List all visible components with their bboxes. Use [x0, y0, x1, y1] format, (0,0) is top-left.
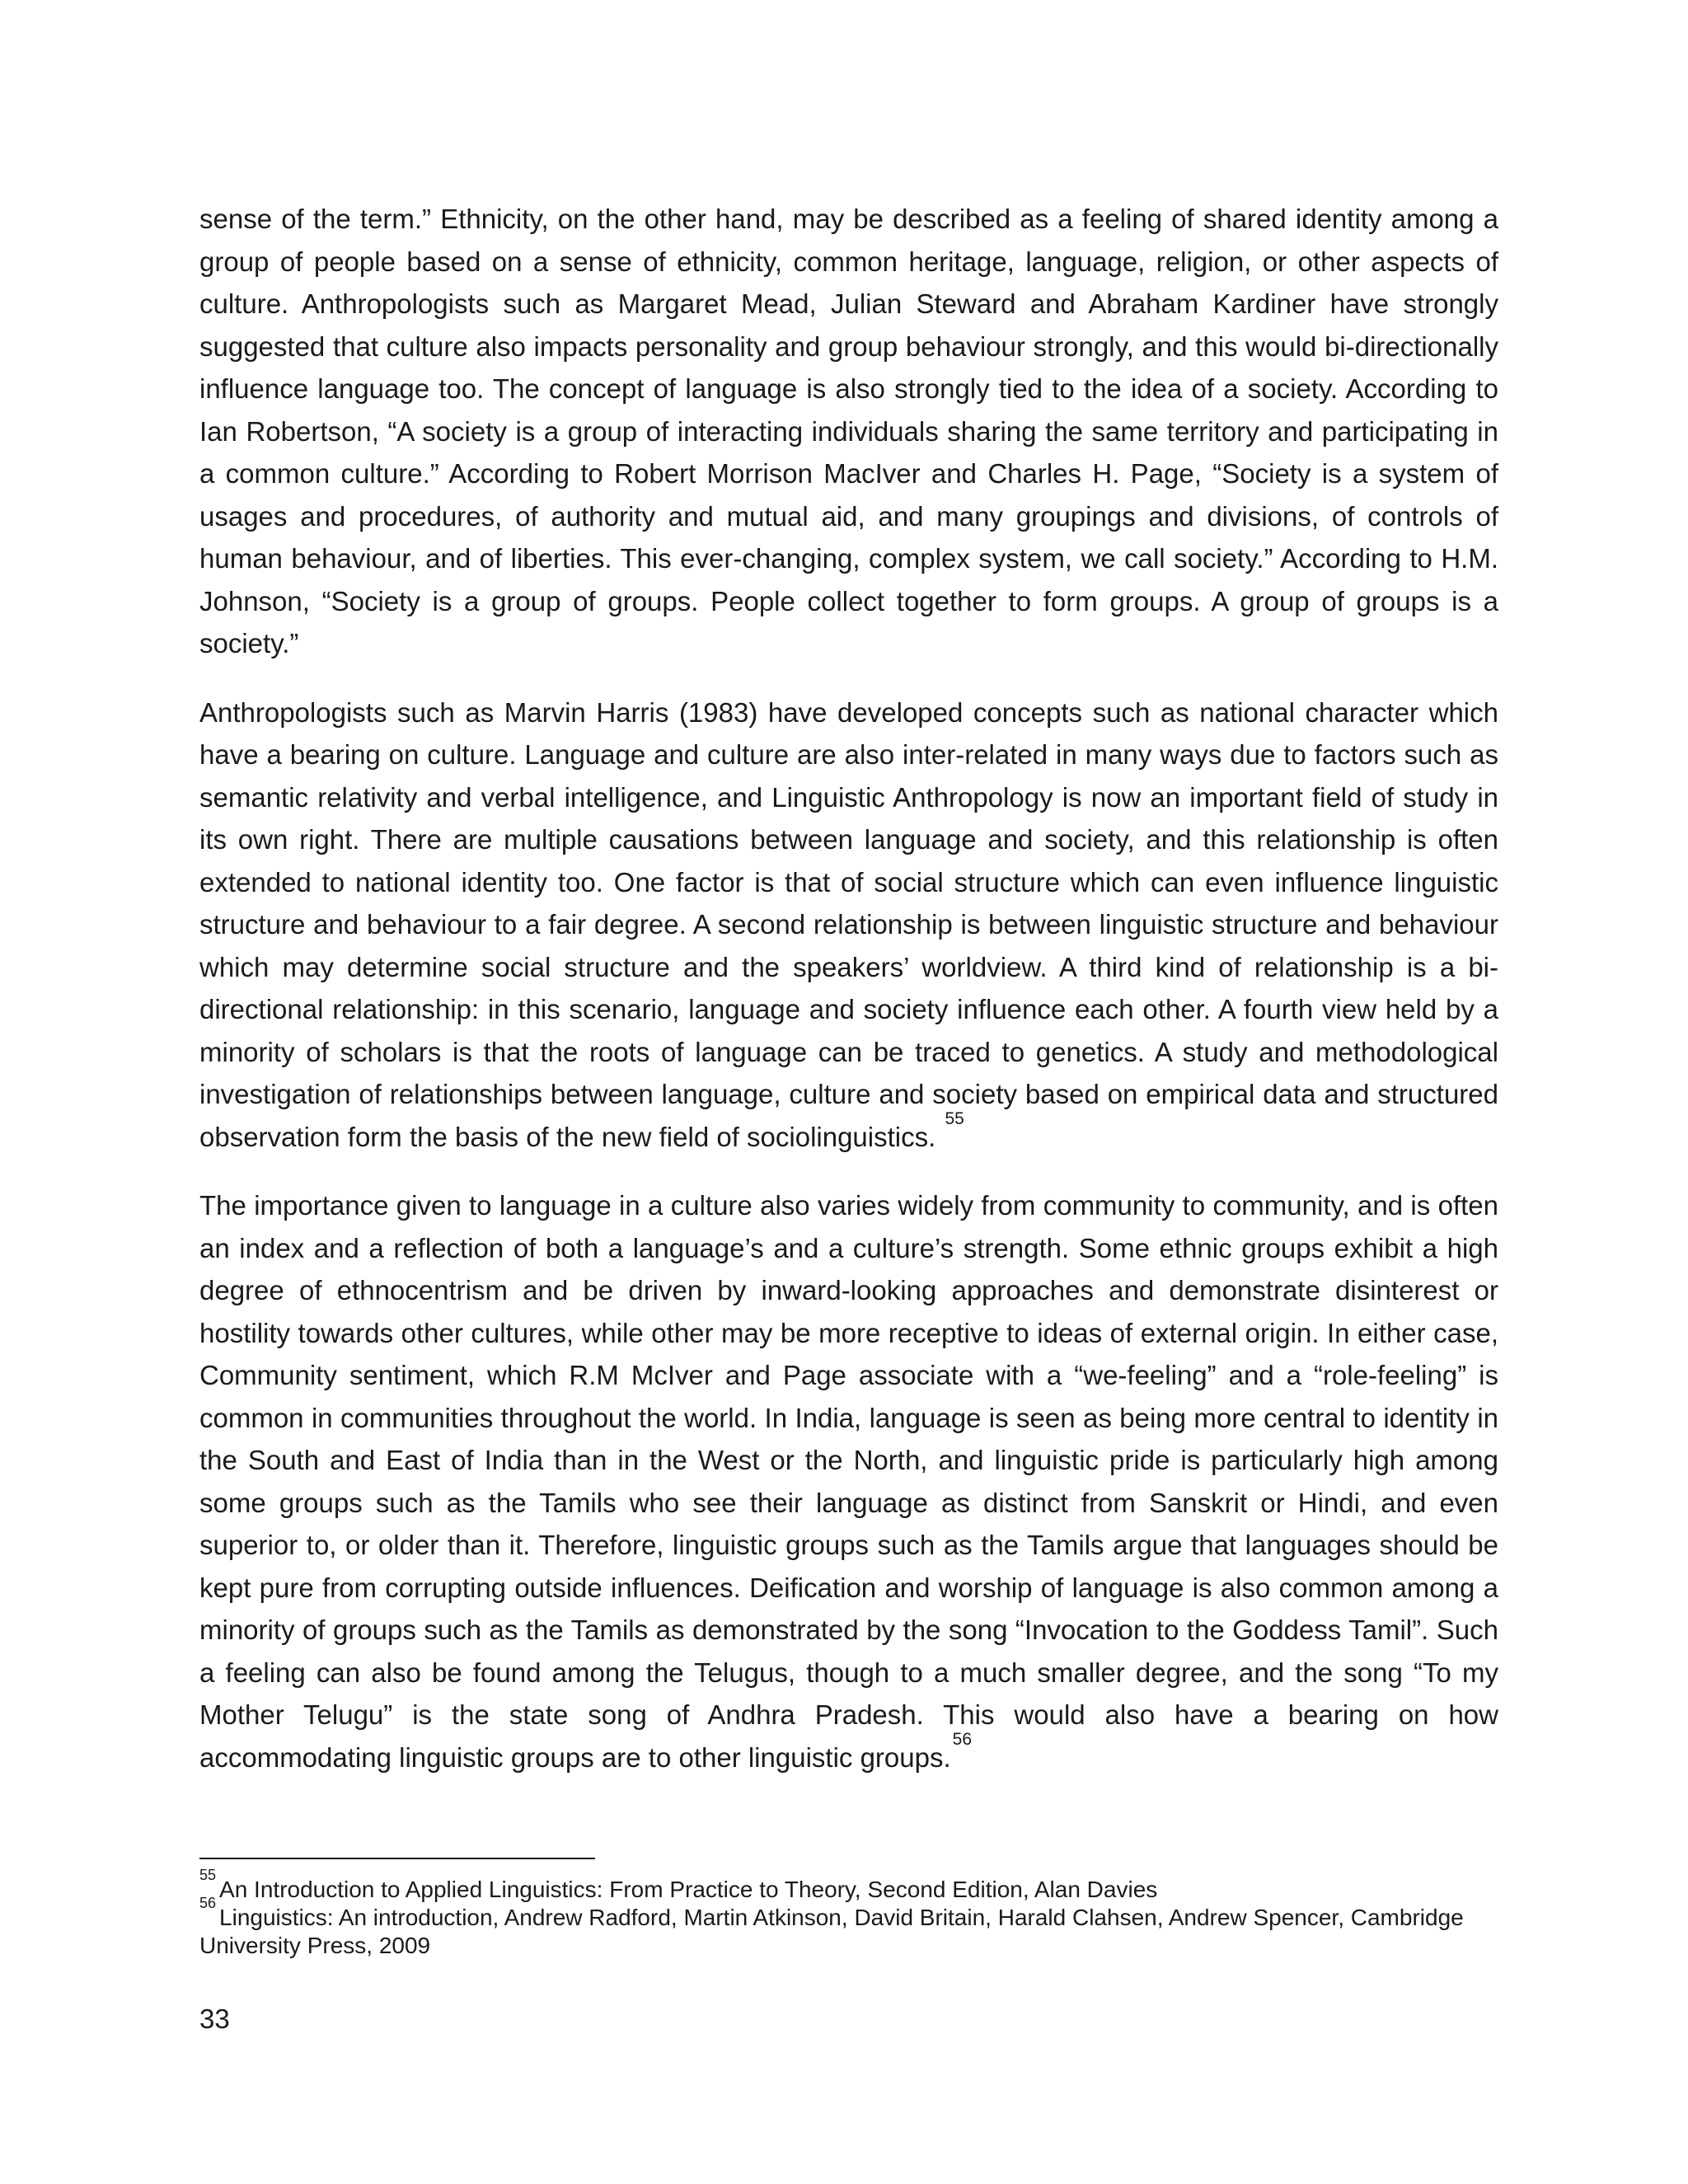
paragraph-text: Anthropologists such as Marvin Harris (1983) have developed concepts such as national character which have a bearing on culture. Language and culture are also inter-related in many ways due to factors such as semantic relativity and verbal intelligence, and Linguistic Anthropology is now an important field of study in its own right. There are multiple causations between language and society, and this relationship is often extended to national identity too. One factor is that of social structure which can even influence linguistic structure and behaviour to a fair degree. A second relationship is between linguistic structure and behaviour which may determine social structure and the speakers’ worldview. A third kind of relationship is a bi-directional relationship: in this scenario, language and society influence each other. A fourth view held by a minority of scholars is that the roots of language can be traced to genetics. A study and methodological investigation of relationships between language, culture and society based on empirical data and structured observation form the basis of the new field of sociolinguistics.	[199, 696, 1498, 1152]
footnote-text: An Introduction to Applied Linguistics: From Practice to Theory, Second Edition, Alan Davies	[219, 1877, 1158, 1902]
body-text	[199, 198, 1498, 1805]
footnote-reference-56[interactable]: 56	[952, 1729, 973, 1749]
footnote-55	[199, 1866, 1498, 1904]
page-number: 33	[199, 2004, 230, 2034]
footnote-text: Linguistics: An introduction, Andrew Radford, Martin Atkinson, David Britain, Harald Clahsen, Andrew Spencer, Cambridge University Press, 2009	[199, 1905, 1464, 1958]
footnote-number: 55	[199, 1866, 217, 1883]
footnote-reference-55[interactable]: 55	[945, 1108, 964, 1128]
footnote-separator	[199, 1858, 595, 1859]
footnote-number: 56	[199, 1894, 217, 1911]
paragraph-text: sense of the term.” Ethnicity, on the other hand, may be described as a feeling of shared identity among a group of people based on a sense of ethnicity, common heritage, language, religion, or other aspects of culture. Anthropologists such as Margaret Mead, Julian Steward and Abraham Kardiner have strongly suggested that culture also impacts personality and group behaviour strongly, and this would bi-directionally influence language too. The concept of language is also strongly tied to the idea of a society. According to Ian Robertson, “A society is a group of interacting individuals sharing the same territory and participating in a common culture.” According to Robert Morrison MacIver and Charles H. Page, “Society is a system of usages and procedures, of authority and mutual aid, and many groupings and divisions, of controls of human behaviour, and of liberties. This ever-changing, complex system, we call society.” According to H.M. Johnson, “Society is a group of groups. People collect together to form groups. A group of groups is a society.”	[199, 204, 1498, 658]
footnotes	[199, 1866, 1498, 1960]
paragraph-3	[199, 1184, 1498, 1779]
paragraph-2	[199, 691, 1498, 1159]
paragraph-text: The importance given to language in a culture also varies widely from community to community, and is often an index and a reflection of both a language’s and a culture’s strength. Some ethnic groups exhibit a high degree of ethnocentrism and be driven by inward-looking approaches and demonstrate disinterest or hostility towards other cultures, while other may be more receptive to ideas of external origin. In either case, Community sentiment, which R.M McIver and Page associate with a “we-feeling” and a “role-feeling” is common in communities throughout the world. In India, language is seen as being more central to identity in the South and East of India than in the West or the North, and linguistic pride is particularly high among some groups such as the Tamils who see their language as distinct from Sanskrit or Hindi, and even superior to, or older than it. Therefore, linguistic groups such as the Tamils argue that languages should be kept pure from corrupting outside influences. Deification and worship of language is also common among a minority of groups such as the Tamils as demonstrated by the song “Invocation to the Goddess Tamil”. Such a feeling can also be found among the Telugus, though to a much smaller degree, and the song “To my Mother Telugu” is the state song of Andhra Pradesh. This would also have a bearing on how accommodating linguistic groups are to other linguistic groups.	[199, 1190, 1498, 1773]
paragraph-1	[199, 198, 1498, 665]
footnote-56	[199, 1894, 1498, 1960]
